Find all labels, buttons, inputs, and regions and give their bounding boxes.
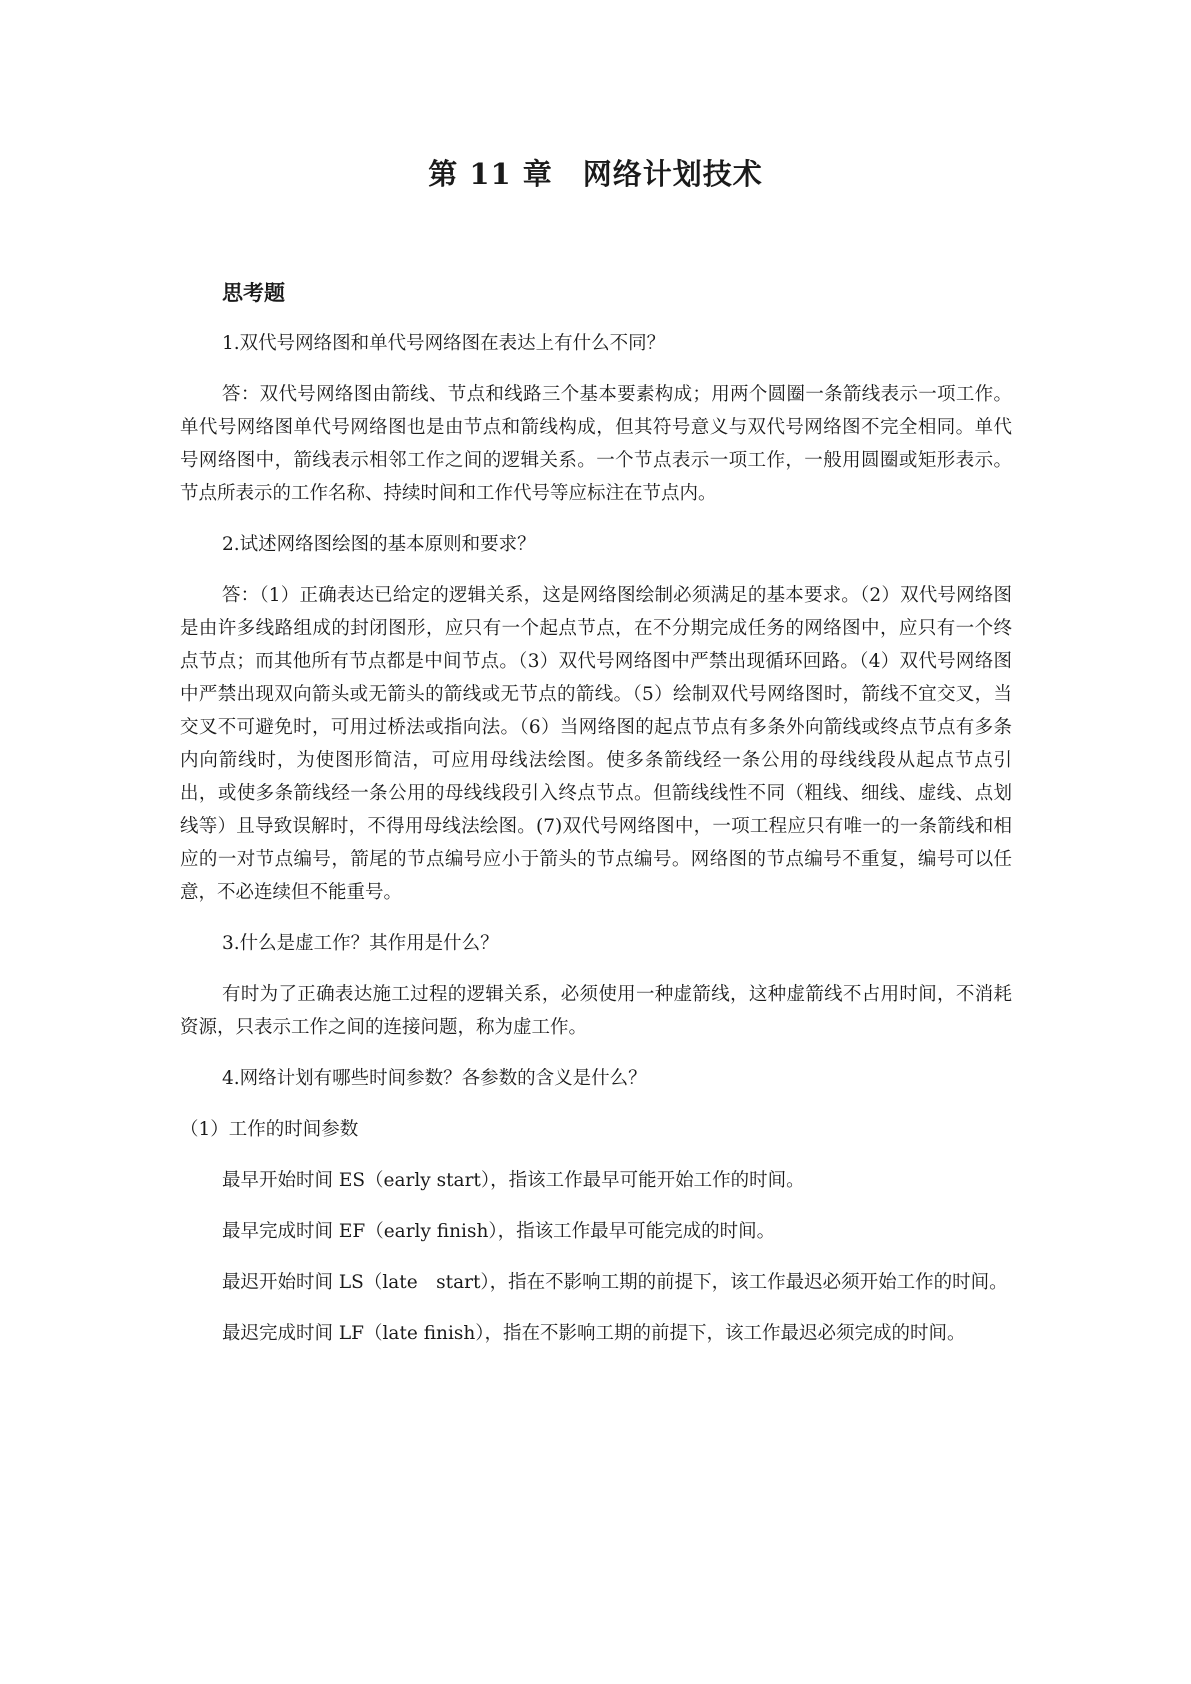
answer-2: 答：（1）正确表达已给定的逻辑关系，这是网络图绘制必须满足的基本要求。（2）双代号网络图是由许多线路组成的封闭图形，应只有一个起点节点，在不分期完成任务的网络图中，应只有一个终点节点；而其他所有节点都是中间节点。（3）双代号网络图中严禁出现循环回路。（4）双代号网络图中严禁出现双向箭头或无箭头的箭线或无节点的箭线。（5）绘制双代号网络图时，箭线不宜交叉，当交叉不可避免时，可用过桥法或指向法。（6）当网络图的起点节点有多条外向箭线或终点节点有多条内向箭线时，为使图形简洁，可应用母线法绘图。使多条箭线经一条公用的母线线段从起点节点引出，或使多条箭线经一条公用的母线线段引入终点节点。但箭线线性不同（粗线、细线、虚线、点划线等）且导致误解时，不得用母线法绘图。(7)双代号网络图中，一项工程应只有唯一的一条箭线和相应的一对节点编号，箭尾的节点编号应小于箭头的节点编号。网络图的节点编号不重复，编号可以任意，不必连续但不能重号。 [180,585,1012,903]
section-heading: 思考题 [222,280,285,305]
definition-lf: 最迟完成时间 LF（late finish），指在不影响工期的前提下，该工作最迟必须完成的时间。 [222,1323,966,1344]
subheading-work-time-params: （1）工作的时间参数 [180,1119,359,1140]
answer-1: 答：双代号网络图由箭线、节点和线路三个基本要素构成；用两个圆圈一条箭线表示一项工作。单代号网络图单代号网络图也是由节点和箭线构成，但其符号意义与双代号网络图不完全相同。单代号网络图中，箭线表示相邻工作之间的逻辑关系。一个节点表示一项工作，一般用圆圈或矩形表示。节点所表示的工作名称、持续时间和工作代号等应标注在节点内。 [180,384,1012,504]
question-2: 2.试述网络图绘图的基本原则和要求？ [222,534,536,555]
document-body [180,276,1012,1350]
definition-ef: 最早完成时间 EF（early finish），指该工作最早可能完成的时间。 [222,1221,776,1242]
question-3: 3.什么是虚工作？其作用是什么？ [222,933,499,954]
definition-es: 最早开始时间 ES（early start），指该工作最早可能开始工作的时间。 [222,1170,805,1191]
question-4: 4.网络计划有哪些时间参数？各参数的含义是什么？ [222,1068,647,1089]
definition-ls: 最迟开始时间 LS（late start），指在不影响工期的前提下，该工作最迟必须开始工作的时间。 [222,1272,1008,1293]
question-1: 1.双代号网络图和单代号网络图在表达上有什么不同？ [222,333,666,354]
answer-3: 有时为了正确表达施工过程的逻辑关系，必须使用一种虚箭线，这种虚箭线不占用时间，不消耗资源，只表示工作之间的连接问题，称为虚工作。 [180,984,1012,1038]
chapter-title: 第 11 章 网络计划技术 [428,157,763,191]
